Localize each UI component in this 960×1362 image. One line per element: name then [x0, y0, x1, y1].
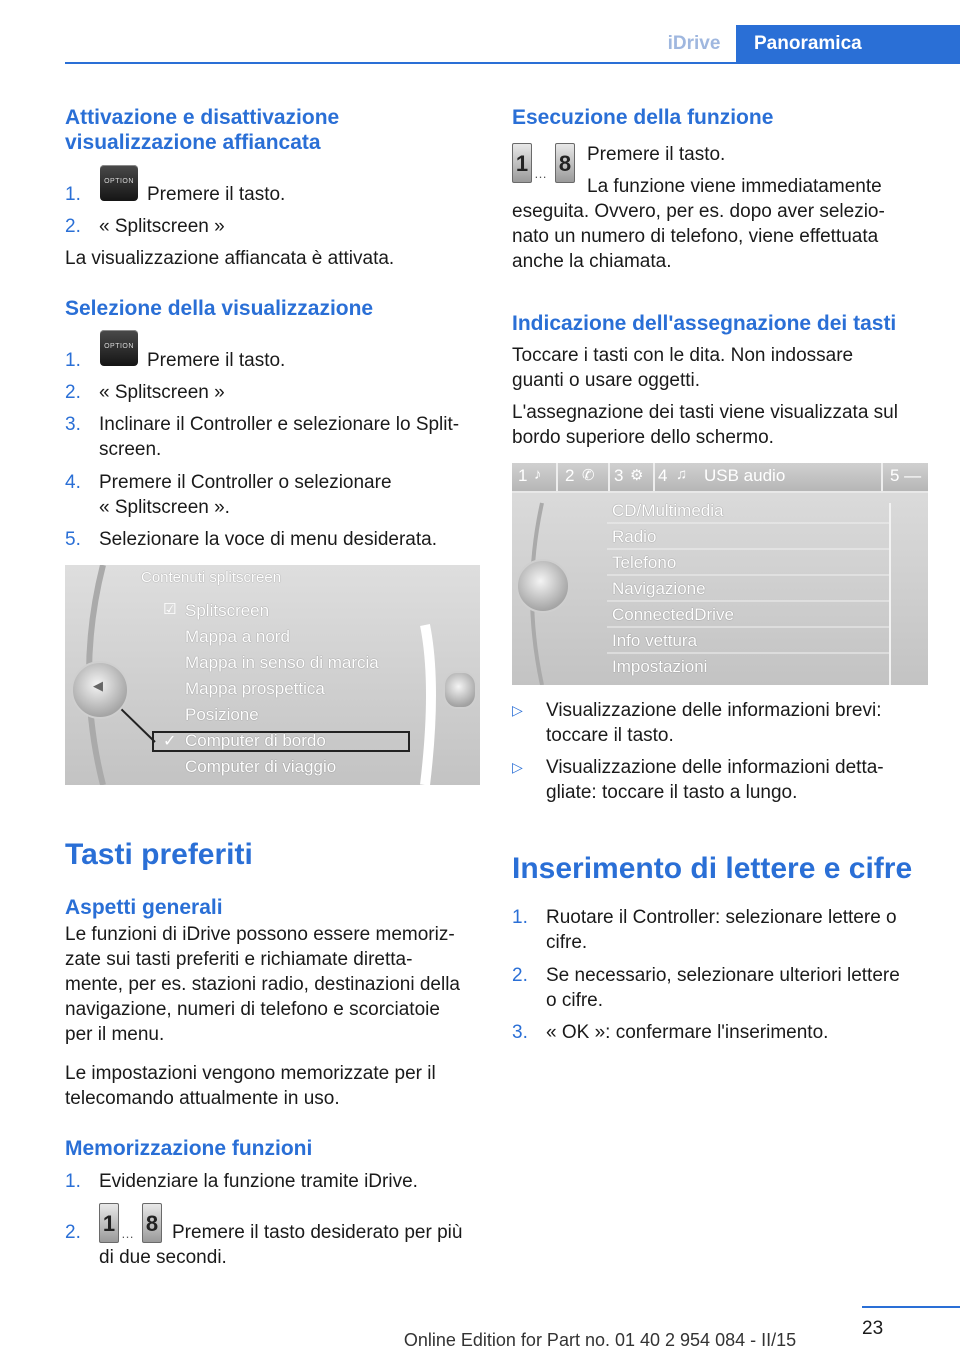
result-text: La visualizzazione affiancata è attivata.	[65, 248, 395, 269]
subsection-title-aspetti: Aspetti generali	[65, 896, 223, 919]
paragraph-line: guanti o usare oggetti.	[512, 370, 701, 391]
paragraph-line: navigazione, numeri di telefono e scorciatoie	[65, 999, 440, 1020]
step-number: 2.	[512, 965, 528, 986]
step-number: 5.	[65, 529, 81, 550]
bar-usb-audio: USB audio	[704, 466, 786, 485]
paragraph-aspetti	[65, 922, 460, 1047]
screen-menu-item: Mappa prospettica	[185, 679, 325, 698]
section-title-attivazione	[65, 105, 339, 155]
section-title-indicazione: Indicazione dell'assegnazione dei tasti	[512, 312, 897, 335]
step-number: 1.	[65, 184, 81, 205]
header-tab-panoramica: Panoramica	[736, 25, 960, 62]
paragraph-line: Premere il tasto.	[587, 144, 726, 165]
step-number: 2.	[65, 1222, 81, 1243]
radio-icon: ♪	[534, 466, 542, 483]
step-text: « OK »: confermare l'inserimento.	[546, 1022, 829, 1043]
step-text: Evidenziare la funzione tramite iDrive.	[99, 1171, 418, 1192]
title-line: visualizzazione affiancata	[65, 131, 321, 154]
favorite-key-1-icon: 1	[99, 1203, 119, 1243]
phone-icon: ✆	[582, 467, 595, 484]
step-text: Premere il tasto.	[147, 184, 286, 205]
screen-title: Contenuti splitscreen	[141, 569, 282, 586]
music-icon: ♫	[676, 466, 688, 483]
screen-menu-item: Radio	[612, 527, 657, 546]
splitscreen-screenshot	[65, 565, 480, 785]
screen-menu-item-selected: Computer di bordo	[185, 731, 326, 750]
screen-menu-item: Telefono	[612, 553, 677, 572]
key-assignment-screenshot	[512, 463, 928, 685]
checkbox-icon: ☑	[163, 601, 177, 618]
step-number: 1.	[65, 350, 81, 371]
paragraph-line: anche la chiamata.	[512, 251, 672, 272]
step-text: screen.	[99, 439, 162, 460]
paragraph-line: mente, per es. stazioni radio, destinazioni della	[65, 974, 461, 995]
title-line: Attivazione e disattivazione	[65, 106, 340, 129]
screen-menu-item: CD/Multimedia	[612, 501, 724, 520]
bullet-text: Visualizzazione delle informazioni brevi:	[546, 700, 882, 721]
side-button-icon	[443, 671, 477, 709]
section-title-tasti-preferiti: Tasti preferiti	[65, 838, 253, 871]
page-number: 23	[862, 1318, 884, 1339]
screen-menu-item: Mappa a nord	[185, 627, 290, 646]
step-text: « Splitscreen »	[99, 382, 225, 403]
paragraph-toccare	[512, 343, 853, 393]
section-title-inserimento: Inserimento di lettere e cifre	[512, 852, 913, 885]
step-number: 2.	[65, 382, 81, 403]
screen-menu-item: Mappa in senso di marcia	[185, 653, 379, 672]
paragraph-line: bordo superiore dello schermo.	[512, 427, 774, 448]
option-label: OPTION	[104, 178, 134, 185]
screen-menu-item: Computer di viaggio	[185, 757, 337, 776]
bar-key-4: 4	[658, 466, 668, 485]
paragraph-line: L'assegnazione dei tasti viene visualizzata sul	[512, 402, 898, 423]
bullet-text: gliate: toccare il tasto a lungo.	[546, 782, 798, 803]
step-text: Se necessario, selezionare ulteriori lettere	[546, 965, 900, 986]
bullet-triangle-icon: ▷	[512, 759, 523, 775]
step-text: Premere il tasto desiderato per più	[172, 1222, 463, 1243]
footer-edition: Online Edition for Part no. 01 40 2 954 084 - II/15	[403, 1330, 797, 1350]
bar-key-5: 5 —	[890, 466, 922, 485]
bullet-triangle-icon: ▷	[512, 702, 523, 718]
step-text: o cifre.	[546, 990, 604, 1011]
step-text: « Splitscreen ».	[99, 497, 230, 518]
bar-key-2: 2	[565, 466, 575, 485]
step-text: Selezionare la voce di menu desiderata.	[99, 529, 437, 550]
paragraph-line: eseguita. Ovvero, per es. dopo aver selezio-	[512, 201, 885, 222]
screen-menu-item: Impostazioni	[612, 657, 708, 676]
controller-knob-icon	[516, 559, 570, 613]
step-text: di due secondi.	[99, 1247, 227, 1268]
ellipsis-icon: …	[534, 166, 547, 181]
step-number: 3.	[512, 1022, 528, 1043]
paragraph-impostazioni	[65, 1061, 436, 1111]
subsection-title-memorizzazione: Memorizzazione funzioni	[65, 1137, 313, 1160]
header-rule	[65, 62, 960, 64]
step-number: 2.	[65, 216, 81, 237]
bullet-text: toccare il tasto.	[546, 725, 674, 746]
step-number: 1.	[65, 1171, 81, 1192]
bullet-text: Visualizzazione delle informazioni detta-	[546, 757, 884, 778]
favorite-key-1-icon: 1	[512, 143, 532, 183]
screen-menu-item: ConnectedDrive	[612, 605, 734, 624]
screen-menu-item: Navigazione	[612, 579, 706, 598]
step-text: Inclinare il Controller e selezionare lo Split-	[99, 414, 460, 435]
paragraph-line: Le funzioni di iDrive possono essere memoriz-	[65, 924, 455, 945]
step-number: 3.	[65, 414, 81, 435]
step-text: « Splitscreen »	[99, 216, 225, 237]
option-button-icon	[100, 165, 138, 201]
checkmark-icon: ✓	[163, 733, 177, 750]
favorite-key-8-icon: 8	[142, 1203, 162, 1243]
paragraph-line: zate sui tasti preferiti e richiamate diretta-	[65, 949, 413, 970]
step-text: Premere il Controller o selezionare	[99, 472, 392, 493]
paragraph-line: telecomando attualmente in uso.	[65, 1088, 340, 1109]
paragraph-line: nato un numero di telefono, viene effettuata	[512, 226, 879, 247]
screen-menu-item: Splitscreen	[185, 601, 270, 620]
section-title-selezione: Selezione della visualizzazione	[65, 297, 374, 320]
header-tab-idrive: iDrive	[667, 33, 721, 54]
ellipsis-icon: …	[121, 1226, 134, 1241]
arrow-left-icon: ◀	[93, 678, 103, 693]
step-text: cifre.	[546, 932, 588, 953]
bar-key-3: 3	[614, 466, 624, 485]
step-text: Ruotare il Controller: selezionare lettere o	[546, 907, 897, 928]
paragraph-line: La funzione viene immediatamente	[587, 176, 882, 197]
footer-rule	[862, 1306, 960, 1308]
screen-menu-item: Info vettura	[612, 631, 698, 650]
screen-menu-item: Posizione	[185, 705, 259, 724]
paragraph-line: per il menu.	[65, 1024, 165, 1045]
option-button-icon	[100, 330, 138, 366]
section-title-esecuzione: Esecuzione della funzione	[512, 106, 774, 129]
bar-key-1: 1	[518, 466, 528, 485]
paragraph-line: Toccare i tasti con le dita. Non indossare	[512, 345, 854, 366]
paragraph-line: Le impostazioni vengono memorizzate per il	[65, 1063, 436, 1084]
screen-frame-lines	[512, 463, 928, 685]
step-number: 1.	[512, 907, 528, 928]
screen-frame-arcs	[65, 565, 480, 785]
gear-icon: ⚙	[630, 467, 644, 484]
paragraph-assegnazione	[512, 400, 898, 450]
step-text: Premere il tasto.	[147, 350, 286, 371]
step-number: 4.	[65, 472, 81, 493]
favorite-key-8-icon: 8	[555, 143, 575, 183]
option-label: OPTION	[104, 343, 134, 350]
